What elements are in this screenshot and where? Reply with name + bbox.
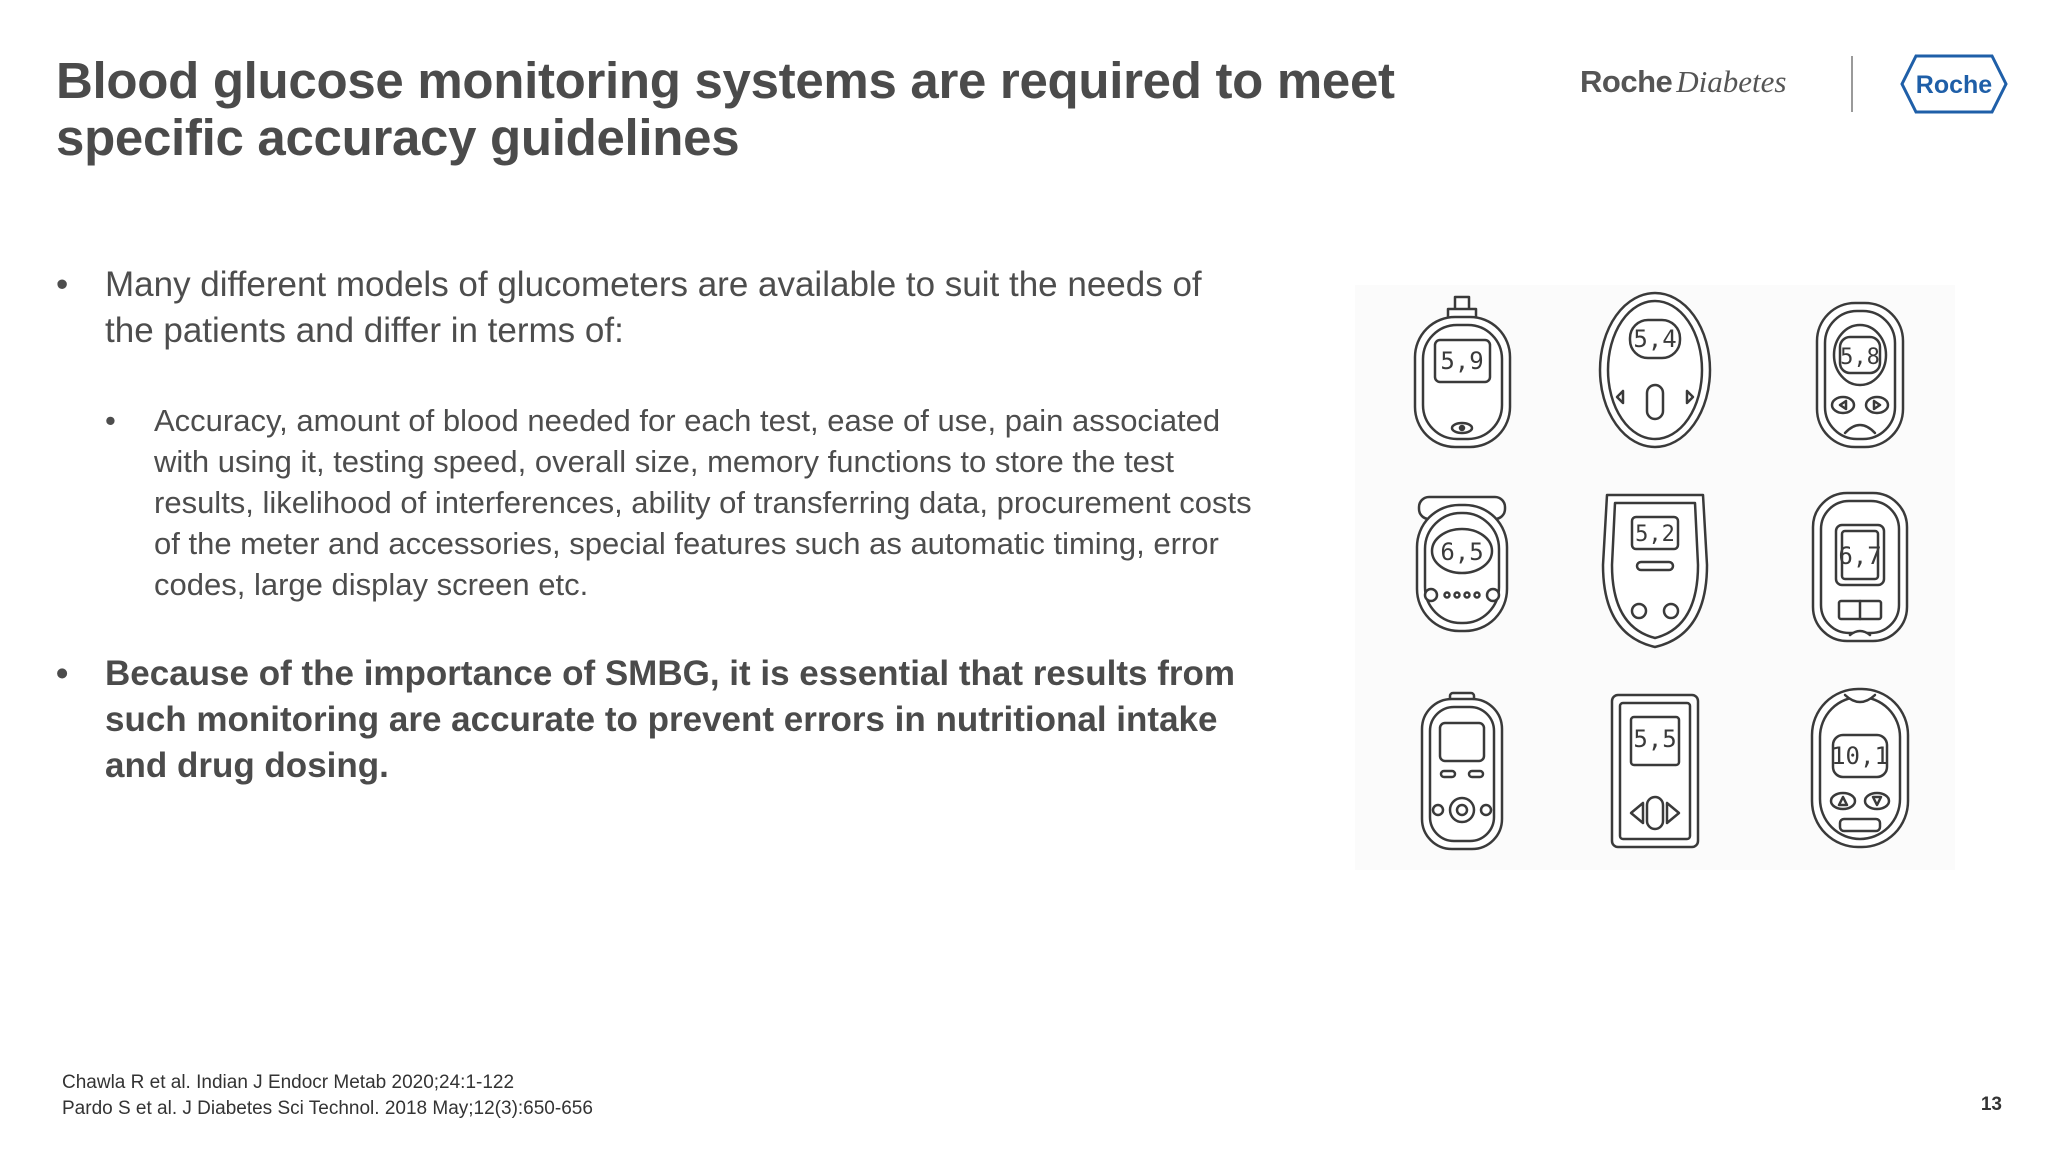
bullet-marker: • [56,265,69,304]
glucometer-icon-8 [1612,695,1698,847]
meter-reading-5: 5,2 [1635,522,1675,547]
references [62,1070,593,1122]
reference-1: Chawla R et al. Indian J Endocr Metab 2020;24:1-122 [62,1072,515,1093]
glucometer-icon-3 [1817,303,1903,447]
sub-bullet-features [105,400,1256,605]
brand-divider [1851,56,1853,112]
roche-hexagon-logo [1900,54,2008,114]
meter-reading-8: 5,5 [1633,725,1677,753]
meter-reading-6: 6,7 [1838,542,1882,570]
wordmark-diabetes: Diabetes [1676,64,1787,99]
meter-reading-3: 5,8 [1840,345,1880,370]
reference-2: Pardo S et al. J Diabetes Sci Technol. 2018 May;12(3):650-656 [62,1098,593,1119]
bullet-models-text: Many different models of glucometers are available to suit the needs of the patients and differ in terms of: [105,265,1202,350]
glucometer-icon-2 [1600,293,1710,447]
meter-reading-2: 5,4 [1633,325,1677,353]
bullet-models [56,262,1256,354]
bullet-smbg-text: Because of the importance of SMBG, it is essential that results from such monitoring are accurate to prevent errors in nutritional intake and drug dosing. [105,654,1235,785]
meter-reading-1: 5,9 [1440,347,1484,375]
slide-title: Blood glucose monitoring systems are required to meet specific accuracy guidelines [56,52,1395,166]
logo-text: Roche [1915,71,1993,99]
page-number: 13 [1980,1094,2002,1115]
bullet-smbg [56,651,1256,789]
glucometer-illustrations [1355,285,1955,870]
slide-content [56,262,1256,789]
wordmark-roche: Roche [1580,64,1673,99]
roche-diabetes-wordmark [1580,64,1786,100]
sub-bullet-features-text: Accuracy, amount of blood needed for each test, ease of use, pain associated with using it, testing speed, overall size, memory functions to store the test results, likelihood of interferences, ability of transferring data, procurement costs of the meter and accessories, special features such as automatic timing, error codes, large display screen etc. [154,403,1252,602]
glucometer-icon-7 [1422,693,1502,849]
meter-reading-9: 10,1 [1831,742,1889,770]
sub-bullet-marker: • [105,403,116,438]
glucometer-icon-5 [1603,495,1707,647]
meter-reading-4: 6,5 [1440,538,1484,566]
bullet-marker: • [56,654,69,693]
